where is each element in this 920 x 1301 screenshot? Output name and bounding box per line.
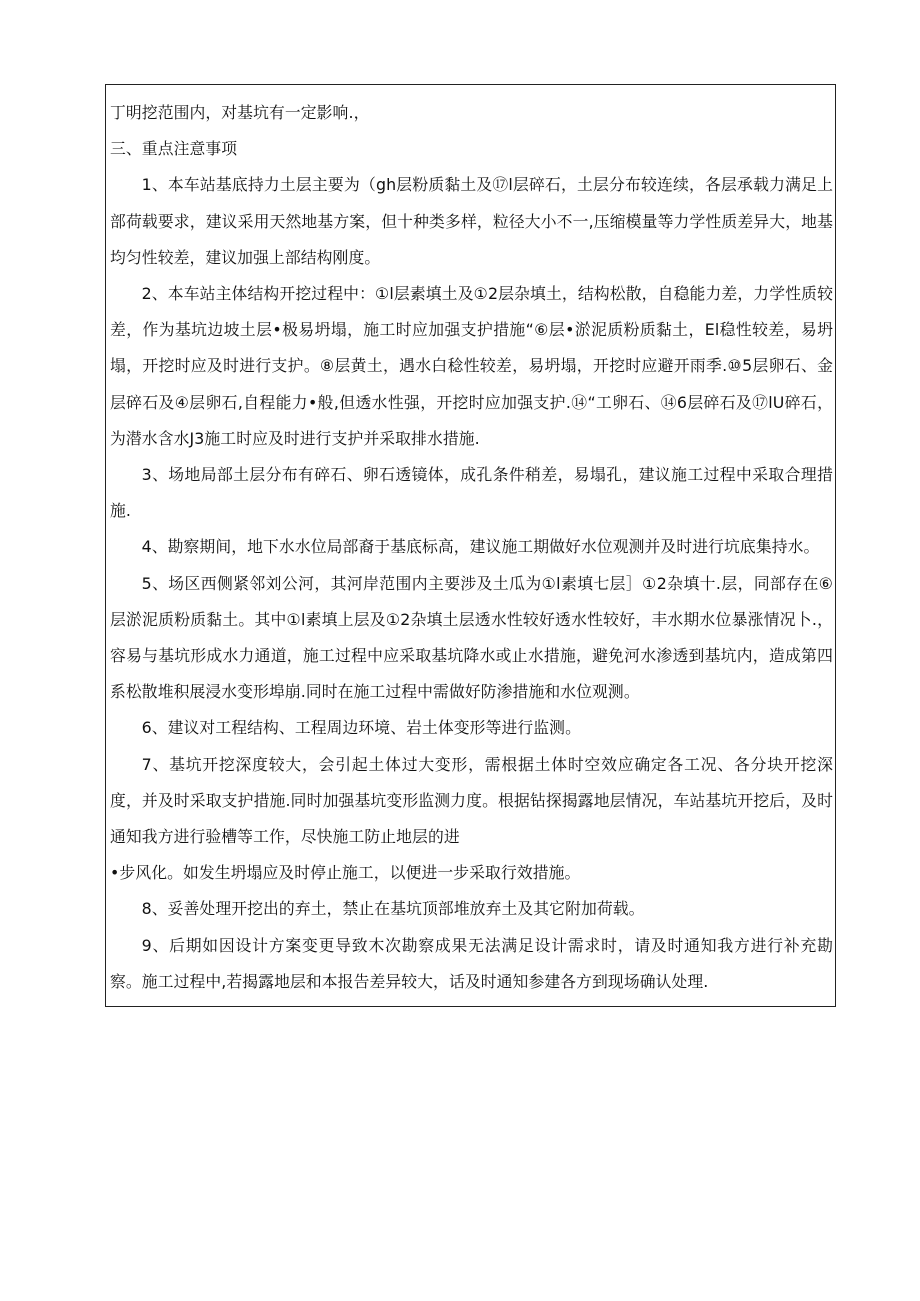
item-7: 7、基坑开挖深度较大，会引起土体过大变形，需根据土体时空效应确定各工况、各分块开挖深度，并及时采取支护措施.同时加强基坑变形监测力度。根据钻探揭露地层情况，车站基坑开挖后，及时通知我方进行验槽等工作，尽快施工防止地层的进 <box>110 754 833 847</box>
item-6: 6、建议对工程结构、工程周边环境、岩土体变形等进行监测。 <box>141 718 581 738</box>
section-heading: 三、重点注意事项 <box>110 139 238 159</box>
document-body <box>110 95 833 1000</box>
item-1: 1、本车站基底持力土层主要为（gh层粉质黏土及⑰l层碎石，土层分布较连续，各层承载力满足上部荷载要求，建议采用天然地基方案，但十种类多样，粒径大小不一,压缩模量等力学性质差异大，地基均匀性较差，建议加强上部结构刚度。 <box>110 175 833 267</box>
document-table-cell <box>105 84 836 1007</box>
item-2: 2、本车站主体结构开挖过程中：①l层素填土及①2层杂填土，结构松散，自稳能力差，力学性质较差，作为基坑边坡土层•极易坍塌，施工时应加强支护措施“⑥层•淤泥质粉质黏土，El稳性较差，易坍塌，开挖时应及时进行支护。⑧层黄土，遇水白稔性较差，易坍塌，开挖时应避开雨季.⑩5层卵石、金层碎石及④层卵石,自程能力•般,但透水性强，开挖时应加强支护.⑭“工卵石、⑭6层碎石及⑰lU碎石，为潜水含水J3施工时应及时进行支护并采取排水措施. <box>110 284 833 448</box>
item-8: 8、妥善处理开挖出的弃土，禁止在基坑顶部堆放弃土及其它附加荷载。 <box>141 899 645 919</box>
item-4: 4、勘察期间，地下水水位局部裔于基底标高，建议施工期做好水位观测并及时进行坑底集持水。 <box>141 537 820 557</box>
item-5: 5、场区西侧紧邻刘公河，其河岸范围内主要涉及土瓜为①l素填七层］①2杂填十.层，同部存在⑥层淤泥质粉质黏土。其中①l素填上层及①2杂填土层透水性较好透水性较好，丰水期水位暴涨情况卜.，容易与基坑形成水力通道，施工过程中应采取基坑降水或止水措施，避免河水渗透到基坑内，造成第四系松散堆积展浸水变形埠崩.同时在施工过程中需做好防渗措施和水位观测。 <box>110 573 833 702</box>
item-9: 9、后期如因设计方案变更导致木次勘察成果无法满足设计需求时，请及时通知我方进行补充勘察。施工过程中,若揭露地层和本报告差异较大，话及时通知参建各方到现场确认处理. <box>110 935 833 991</box>
item-3: 3、场地局部土层分布有碎石、卵石透镜体，成孔条件稍差，易塌孔，建议施工过程中采取合理措施. <box>110 465 833 521</box>
intro-line: 丁明挖范围内，对基坑有一定影响.， <box>110 103 370 122</box>
item-7-continuation: •步风化。如发生坍塌应及时停止施工，以便进一步采取行效措施。 <box>110 863 581 883</box>
